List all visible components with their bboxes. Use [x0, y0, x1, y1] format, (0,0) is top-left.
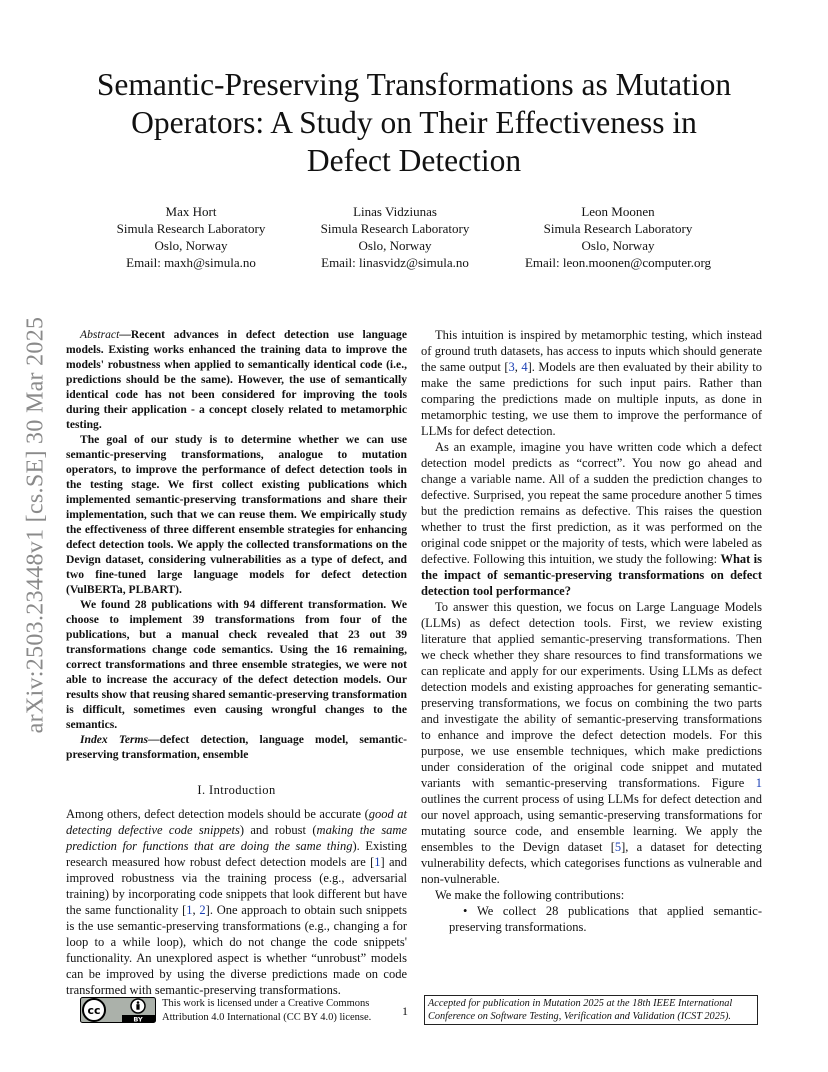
figure-link[interactable]: 1 — [755, 776, 762, 790]
title-line-1: Semantic-Preserving Transformations as Mutation — [96, 67, 732, 102]
author-name: Linas Vidziunas — [353, 204, 437, 219]
license-notice: This work is licensed under a Creative Commons Attribution 4.0 International (CC BY 4.0) license. — [162, 998, 372, 1023]
author-email: Email: linasvidz@simula.no — [321, 255, 469, 270]
author-affiliation: Simula Research Laboratory — [320, 221, 470, 236]
right-column — [421, 327, 762, 935]
acceptance-notice: Accepted for publication in Mutation 2025 at the 18th IEEE International Conference on Software Testing, Verification and Validation (ICST 2025). — [424, 995, 758, 1025]
abstract-label: Abstract — [80, 328, 120, 341]
intro-paragraph: Among others, defect detection models should be accurate (good at detecting defective code snippets) and robust (making the same prediction for functions that are doing the same thing). Existing research measured how robust defect detection models are [1] and improved robustness via the training process (e.g., adversarial training) by incorporating code snippets that look different but have the same functionality [1, 2]. One approach to obtain such snippets is the use semantic-preserving transformations (e.g., changing a for loop to a while loop), which do not change the code snippets' functionality. An unexplored aspect is whether “unrobust” models can be improved by using the diverse predictions made on code transformed with semantic-preserving transformations. — [66, 807, 408, 997]
page-number: 1 — [402, 1004, 408, 1018]
svg-text:cc: cc — [87, 1004, 101, 1017]
author-location: Oslo, Norway — [358, 238, 432, 253]
author-name: Max Hort — [165, 204, 217, 219]
right-paragraph-1: This intuition is inspired by metamorphic testing, which instead of ground truth datasets, has access to inputs which should generate the same output [3, 4]. Models are then evaluated by their ability to make the same predictions for such input pairs. Rather than comparing the predictions made on multiple inputs, as done in metamorphic testing, we use them to improve the performance of LLMs for defect detection. — [421, 328, 762, 438]
right-body — [421, 327, 762, 935]
citation-link[interactable]: 1 — [186, 903, 193, 917]
author-block-2 — [310, 203, 480, 271]
research-question: What is the impact of semantic-preserving transformations on defect detection tool performance? — [421, 552, 763, 598]
author-email: Email: maxh@simula.no — [126, 255, 256, 270]
author-location: Oslo, Norway — [581, 238, 655, 253]
author-block-3 — [508, 203, 728, 271]
author-location: Oslo, Norway — [154, 238, 228, 253]
arxiv-stamp — [8, 290, 64, 760]
intro-body — [66, 806, 407, 998]
abstract-paragraph-2: The goal of our study is to determine whether we can use semantic-preserving transformations, analogue to mutation operators, to improve the performance of defect detection tools in the testing stage. We first collect existing publications which implemented semantic-preserving transformations and share their implementation, such that we can reuse them. We empirically study the effectiveness of three different ensemble strategies for enhancing defect detection tools. We apply the collected transformations on the Devign dataset, considering vulnerabilities as a type of defect, and two fine-tuned large language models for defect detection (VulBERTa, PLBART). — [66, 433, 407, 596]
right-paragraph-2: As an example, imagine you have written code which a defect detection model predicts as “correct”. You now go ahead and change a variable name. All of a sudden the prediction changes to defective. Surprised, you repeat the same procedure another 5 times but the prediction remains as defective. This raises the question whether to trust the first prediction, as it was performed on the original code snippet or the majority of tests, which were labeled as defective. Following this intuition, we study the following: What is the impact of semantic-preserving transformations on defect detection tool performance? — [421, 440, 763, 598]
section-heading-introduction: I. Introduction — [197, 783, 276, 797]
author-affiliation: Simula Research Laboratory — [543, 221, 693, 236]
citation-link[interactable]: 5 — [614, 840, 622, 854]
right-paragraph-3: To answer this question, we focus on Large Language Models (LLMs) as defect detection tools. First, we review existing literature that applied semantic-preserving transformations. Then we check whether they share resources to find transformations we can replicate and apply for our experiments. Using LLMs as defect detection models and existing approaches for generating semantic-preserving transformations, we focus on combining the two parts and investigate the ability of semantic-preserving transformations to enhance and improve the defect detection models. For this purpose, we use ensemble techniques, which make predictions under consideration of the original code snippet and mutated variants with semantic-preserving transformations. Figure 1 outlines the current process of using LLMs for defect detection and our novel approach, using semantic-preserving transformations for mutating source code, and ensemble learning. We apply the ensembles to the Devign dataset [5], a dataset for detecting vulnerability defects, which categorises functions as vulnerable and non-vulnerable. — [421, 600, 762, 886]
citation-link[interactable]: 2 — [199, 903, 206, 917]
index-terms: Index Terms—defect detection, language model, semantic-preserving transformation, ensemble — [66, 733, 407, 761]
index-terms-label: Index Terms — [80, 733, 149, 746]
abstract-paragraph-3: We found 28 publications with 94 different transformation. We choose to implement 39 transformations from four of the publications, but a manual check revealed that 23 out 39 transformations change code semantics. Using the 16 remaining, correct transformations and three ensemble strategies, we were not able to increase the accuracy of the defect detection models. Our results show that reusing shared semantic-preserving transformation is difficult, sometimes even causing wrongful changes to the semantics. — [66, 598, 407, 731]
svg-text:BY: BY — [133, 1015, 143, 1023]
citation-link[interactable]: 4 — [521, 360, 528, 374]
right-paragraph-4: We make the following contributions: — [435, 888, 625, 902]
citation-link[interactable]: 3 — [508, 360, 515, 374]
arxiv-stamp-text: arXiv:2503.23448v1 [cs.SE] 30 Mar 2025 — [22, 316, 49, 734]
cc-by-badge — [80, 997, 156, 1023]
left-column — [66, 327, 407, 998]
abstract-paragraph-1: Abstract—Recent advances in defect detection use language models. Existing works enhanced the training data to improve the models' robustness when applied to semantically identical code (i.e., predictions should be the same). However, the use of semantically identical code has not been considered for improving the tools during their application - a concept closely related to metamorphic testing. — [66, 328, 407, 431]
contribution-bullet: • We collect 28 publications that applied semantic-preserving transformations. — [449, 904, 762, 934]
paper-title — [60, 66, 768, 180]
title-line-2: Operators: A Study on Their Effectiveness in — [131, 105, 697, 140]
author-email: Email: leon.moonen@computer.org — [524, 255, 712, 270]
title-line-3: Defect Detection — [306, 143, 522, 178]
author-name: Leon Moonen — [581, 204, 655, 219]
abstract — [66, 327, 407, 762]
author-affiliation: Simula Research Laboratory — [116, 221, 266, 236]
citation-link[interactable]: 1 — [374, 855, 381, 869]
author-block-1 — [106, 203, 276, 271]
cc-by-icon — [80, 997, 156, 1023]
